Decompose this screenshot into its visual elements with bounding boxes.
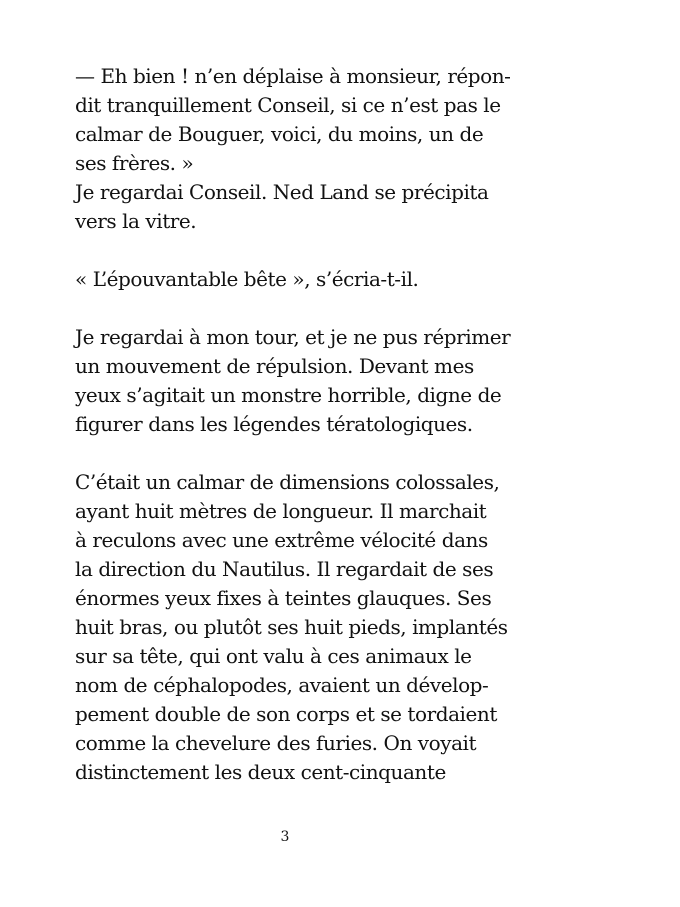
text-line: dit tranquillement Conseil, si ce n’est pas le xyxy=(75,93,501,117)
text-line: pement double de son corps et se tordaient xyxy=(75,702,497,726)
text-line: ayant huit mètres de longueur. Il marchait xyxy=(75,499,487,523)
text-line: vers la vitre. xyxy=(75,209,197,233)
text-line: nom de céphalopodes, avaient un dévelop- xyxy=(75,673,489,697)
text-line: la direction du Nautilus. Il regardait de ses xyxy=(75,557,494,581)
text-line: un mouvement de répulsion. Devant mes xyxy=(75,354,474,378)
paragraph-exclamation xyxy=(75,265,635,294)
paragraph-monster xyxy=(75,323,635,439)
text-line: Je regardai à mon tour, et je ne pus réprimer xyxy=(75,325,511,349)
text-line: yeux s’agitait un monstre horrible, digne de xyxy=(75,383,502,407)
text-line: énormes yeux fixes à teintes glauques. Ses xyxy=(75,586,492,610)
text-line: calmar de Bouguer, voici, du moins, un de xyxy=(75,122,484,146)
body-text xyxy=(75,62,635,787)
text-line: — Eh bien ! n’en déplaise à monsieur, répon- xyxy=(75,64,511,88)
text-line: distinctement les deux cent-cinquante xyxy=(75,760,446,784)
text-line: C’était un calmar de dimensions colossales, xyxy=(75,470,500,494)
text-line: comme la chevelure des furies. On voyait xyxy=(75,731,477,755)
text-line: ses frères. » xyxy=(75,151,194,175)
paragraph-ned-land xyxy=(75,178,635,236)
page-number: 3 xyxy=(280,829,290,845)
paragraph-conseil-reply xyxy=(75,62,635,178)
paragraph-calmar xyxy=(75,468,635,787)
text-line: « L’épouvantable bête », s’écria-t-il. xyxy=(75,267,419,291)
text-line: huit bras, ou plutôt ses huit pieds, implantés xyxy=(75,615,508,639)
text-line: à reculons avec une extrême vélocité dans xyxy=(75,528,488,552)
text-line: figurer dans les légendes tératologiques. xyxy=(75,412,473,436)
text-line: Je regardai Conseil. Ned Land se précipita xyxy=(75,180,489,204)
text-line: sur sa tête, qui ont valu à ces animaux le xyxy=(75,644,472,668)
